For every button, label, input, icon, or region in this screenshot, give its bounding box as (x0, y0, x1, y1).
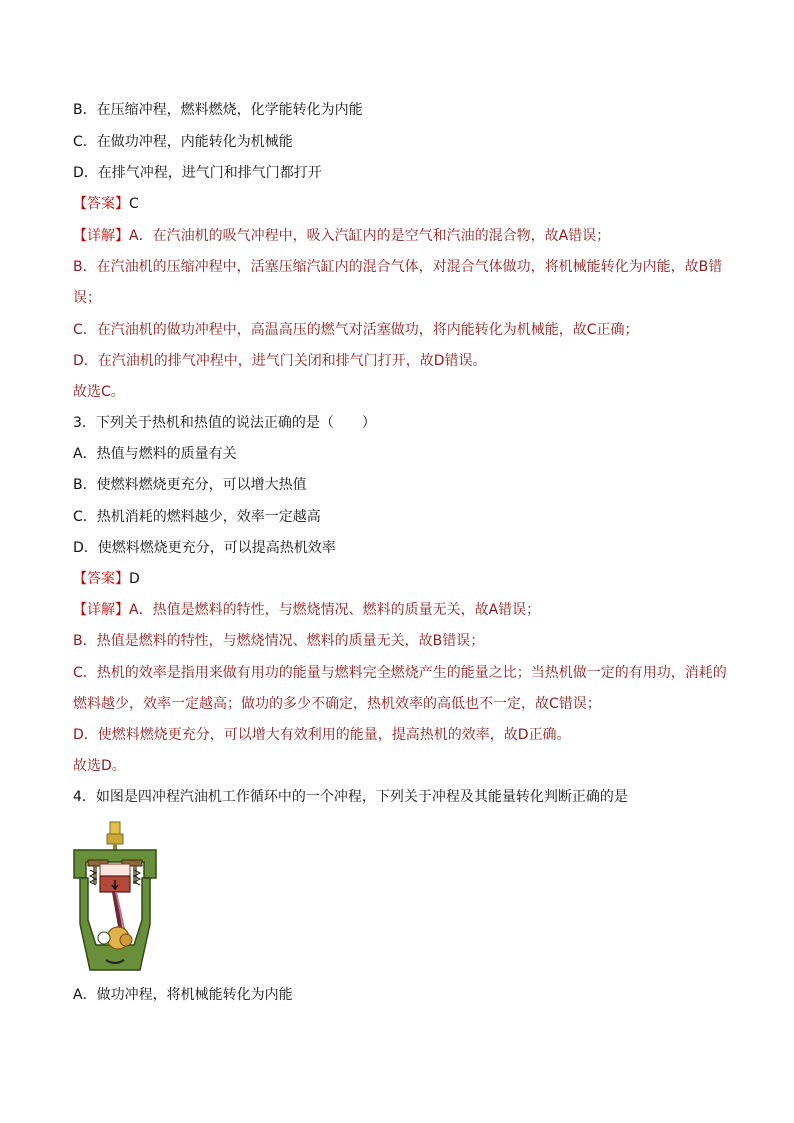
detail-a: A．在汽油机的吸气冲程中，吸入汽缸内的是空气和汽油的混合物，故A错误； (129, 228, 611, 244)
line-q3-optD: D．使燃料燃烧更充分，可以提高热机效率 (73, 540, 336, 556)
answer-tag: 【答案】 (73, 571, 129, 587)
answer-line-q3 (73, 569, 140, 589)
detail-tag: 【详解】 (73, 602, 129, 618)
detail-line-q2-a (73, 226, 610, 246)
line-q4-optA: A．做功冲程，将机械能转化为内能 (73, 987, 293, 1003)
detail-tag: 【详解】 (73, 228, 129, 244)
question-4-stem: 4．如图是四冲程汽油机工作循环中的一个冲程，下列关于冲程及其能量转化判断正确的是 (73, 789, 628, 805)
question-3-stem: 3．下列关于热机和热值的说法正确的是（ ） (73, 415, 376, 431)
conclusion-q3: 故选D。 (73, 758, 126, 774)
answer-value: C (129, 196, 139, 212)
line-q2-optD: D．在排气冲程，进气门和排气门都打开 (73, 165, 322, 181)
answer-value: D (129, 571, 140, 587)
answer-line-q2 (73, 194, 139, 214)
detail-line-q2-d: D．在汽油机的排气冲程中，进气门关闭和排气门打开，故D错误。 (73, 353, 487, 369)
detail-line-q3-d: D．使燃料燃烧更充分，可以增大有效利用的能量，提高热机的效率，故D正确。 (73, 727, 571, 743)
detail-line-q3-c1: C．热机的效率是指用来做有用功的能量与燃料完全燃烧产生的能量之比；当热机做一定的有用功，消耗的 (73, 665, 727, 681)
answer-tag: 【答案】 (73, 196, 129, 212)
detail-line-q2-b2: 误； (73, 290, 101, 306)
line-q3-optC: C．热机消耗的燃料越少，效率一定越高 (73, 509, 321, 525)
detail-line-q2-c: C．在汽油机的做功冲程中，高温高压的燃气对活塞做功，将内能转化为机械能，故C正确； (73, 322, 639, 338)
line-q3-optB: B．使燃料燃烧更充分，可以增大热值 (73, 477, 307, 493)
line-q2-optC: C．在做功冲程，内能转化为机械能 (73, 134, 293, 150)
conclusion-q2: 故选C。 (73, 384, 125, 400)
detail-line-q3-b: B．热值是燃料的特性，与燃烧情况、燃料的质量无关，故B错误； (73, 633, 485, 649)
detail-line-q3-a (73, 600, 540, 620)
line-q3-optA: A．热值与燃料的质量有关 (73, 446, 237, 462)
engine-cylinder-illustration (70, 820, 160, 975)
detail-a: A．热值是燃料的特性，与燃烧情况、燃料的质量无关，故A错误； (129, 602, 541, 618)
detail-line-q3-c2: 燃料越少，效率一定越高；做功的多少不确定，热机效率的高低也不一定，故C错误； (73, 696, 601, 712)
line-q2-optB: B．在压缩冲程，燃料燃烧，化学能转化为内能 (73, 102, 363, 118)
detail-line-q2-b1: B．在汽油机的压缩冲程中，活塞压缩汽缸内的混合气体，对混合气体做功，将机械能转化为内能，故B错 (73, 259, 723, 275)
